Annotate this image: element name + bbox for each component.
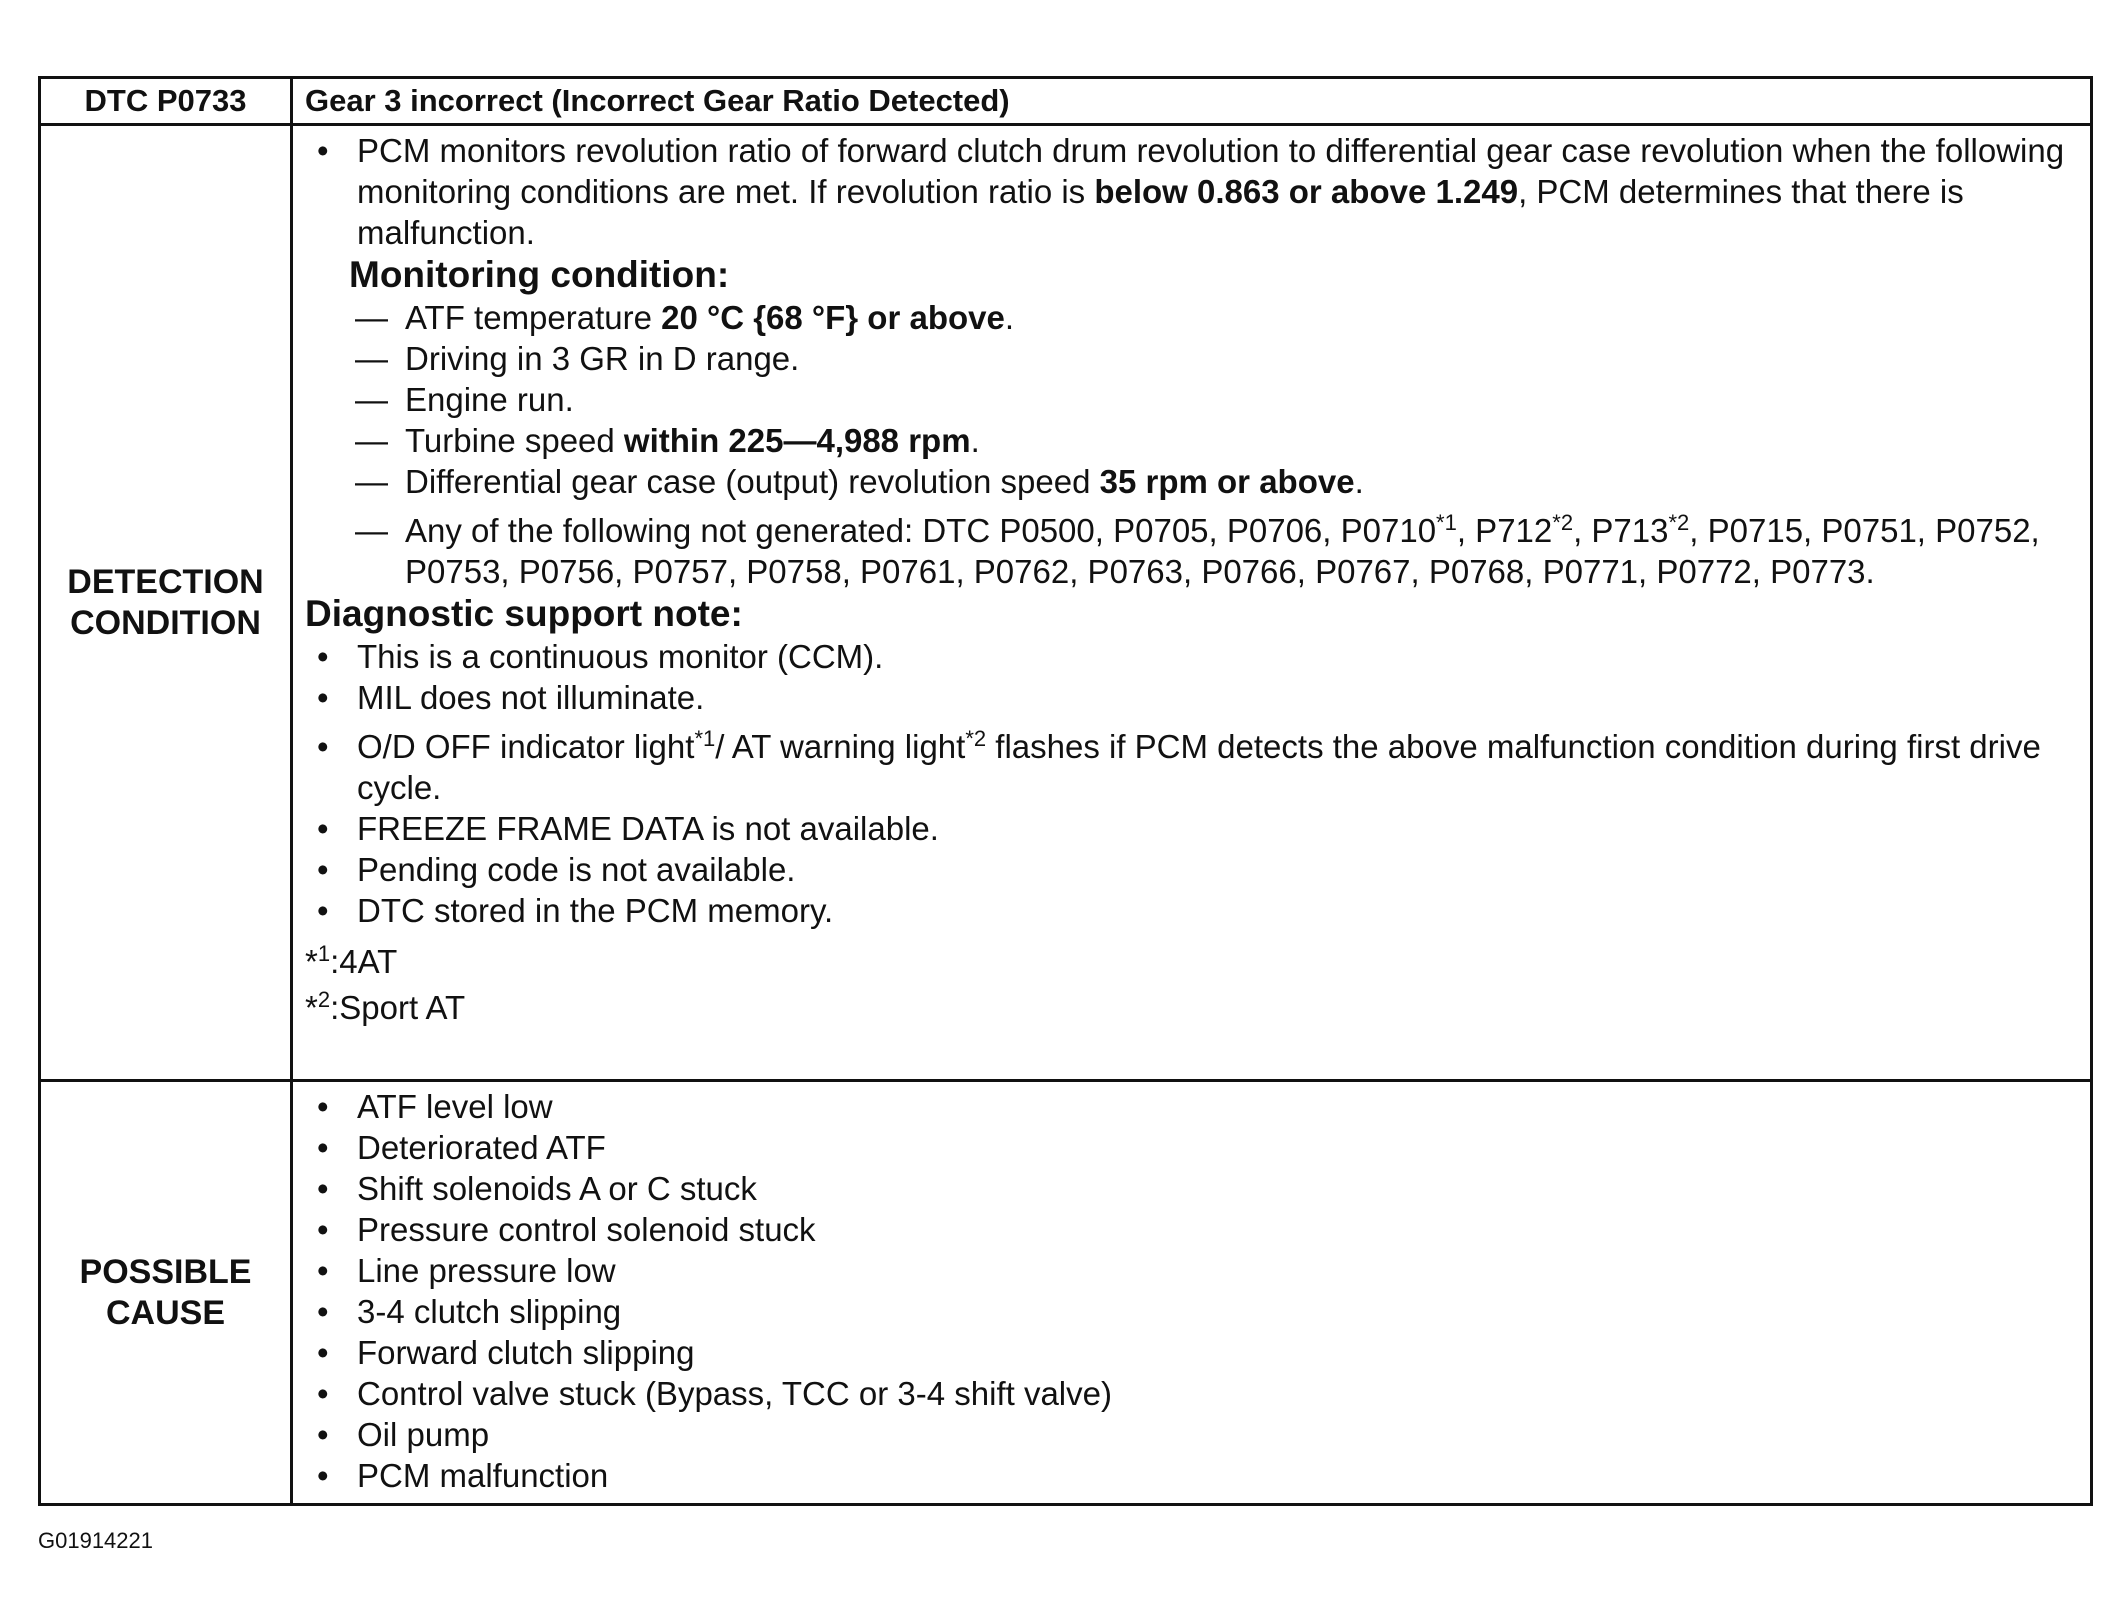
dtc-code: DTC P0733 bbox=[40, 78, 292, 125]
detection-label-line2: CONDITION bbox=[70, 603, 261, 642]
list-item: • 3-4 clutch slipping bbox=[305, 1291, 2076, 1332]
cond6-text-d: , P0715, P0751, P0752, P0753, P0756, P0757, P0758, P0761, P0762, P0763, P0766, P0767, P0768, P0771, P0772, P0773. bbox=[405, 512, 2040, 590]
cond6-sup2: *2 bbox=[1552, 510, 1574, 535]
dtc-title: Gear 3 incorrect (Incorrect Gear Ratio Detected) bbox=[292, 78, 2092, 125]
footnote-4at bbox=[305, 939, 2076, 985]
note-mil: • MIL does not illuminate. bbox=[305, 677, 2076, 718]
list-item: • Forward clutch slipping bbox=[305, 1332, 2076, 1373]
foot2-sup: 2 bbox=[317, 987, 331, 1012]
cond1-value: 20 °C {68 °F} or above bbox=[661, 299, 1005, 336]
detection-row bbox=[40, 125, 2092, 1081]
note-indicator bbox=[305, 726, 2076, 808]
diagnostic-note-list bbox=[305, 636, 2076, 931]
cond5-end: . bbox=[1354, 463, 1364, 500]
list-item: • Pressure control solenoid stuck bbox=[305, 1209, 2076, 1250]
list-item: • ATF level low bbox=[305, 1086, 2076, 1127]
cond4-value: within 225—4,988 rpm bbox=[623, 422, 971, 459]
condition-atf-temp bbox=[355, 297, 2076, 338]
intro-text-a: PCM monitors revolution ratio of forward clutch drum revolution to differential gear case revolution when the following monitoring conditions are met. If revolution ratio is bbox=[357, 132, 2065, 210]
possible-cause-label-line2: CAUSE bbox=[105, 1293, 226, 1332]
cond1-end: . bbox=[1004, 299, 1015, 336]
detection-label-line1: DETECTION bbox=[67, 562, 264, 601]
note-pending: • Pending code is not available. bbox=[305, 849, 2076, 890]
condition-output-speed bbox=[355, 461, 2076, 502]
condition-dtc-list bbox=[355, 510, 2076, 592]
foot2-star: * bbox=[305, 989, 318, 1026]
possible-cause-label bbox=[40, 1081, 292, 1505]
condition-turbine bbox=[355, 420, 2076, 461]
diagnostic-support-heading: Diagnostic support note: bbox=[305, 593, 743, 634]
monitoring-condition-list bbox=[305, 297, 2076, 592]
header-row bbox=[40, 78, 2092, 125]
possible-cause-content bbox=[292, 1081, 2092, 1505]
note3-sup1: *1 bbox=[694, 726, 716, 751]
cond5-text: Differential gear case (output) revolution speed bbox=[405, 463, 1100, 500]
detection-intro-list bbox=[305, 130, 2076, 253]
foot1-sup: 1 bbox=[317, 941, 331, 966]
possible-cause-list bbox=[305, 1086, 2076, 1496]
footnote-sport-at bbox=[305, 985, 2076, 1031]
list-item: • Shift solenoids A or C stuck bbox=[305, 1168, 2076, 1209]
monitoring-condition-heading: Monitoring condition: bbox=[349, 254, 730, 295]
detection-content bbox=[292, 125, 2092, 1081]
intro-text-b: , PCM determines that there is malfunction. bbox=[357, 173, 1964, 251]
intro-ratio-threshold: below 0.863 or above 1.249 bbox=[1094, 173, 1519, 210]
possible-cause-row bbox=[40, 1081, 2092, 1505]
condition-engine: — Engine run. bbox=[355, 379, 2076, 420]
note-ccm: • This is a continuous monitor (CCM). bbox=[305, 636, 2076, 677]
cond4-text: Turbine speed bbox=[405, 422, 624, 459]
foot1-text: :4AT bbox=[330, 943, 398, 980]
figure-id: G01914221 bbox=[38, 1528, 153, 1553]
detection-label bbox=[40, 125, 292, 1081]
note3-text-a: O/D OFF indicator light bbox=[357, 728, 695, 765]
foot2-text: :Sport AT bbox=[330, 989, 466, 1026]
cond6-text-b: , P712 bbox=[1456, 512, 1553, 549]
cond4-end: . bbox=[970, 422, 980, 459]
cond6-text-a: Any of the following not generated: DTC P0500, P0705, P0706, P0710 bbox=[405, 512, 1437, 549]
cond1-text: ATF temperature bbox=[405, 299, 662, 336]
possible-cause-label-line1: POSSIBLE bbox=[79, 1252, 252, 1291]
note-dtc-stored: • DTC stored in the PCM memory. bbox=[305, 890, 2076, 931]
note3-text-b: / AT warning light bbox=[715, 728, 966, 765]
note-freeze-frame: • FREEZE FRAME DATA is not available. bbox=[305, 808, 2076, 849]
list-item: • Oil pump bbox=[305, 1414, 2076, 1455]
dtc-table bbox=[38, 76, 2093, 1506]
cond6-sup3: *2 bbox=[1668, 510, 1690, 535]
list-item: • Line pressure low bbox=[305, 1250, 2076, 1291]
list-item: • PCM malfunction bbox=[305, 1455, 2076, 1496]
list-item: • Deteriorated ATF bbox=[305, 1127, 2076, 1168]
detection-intro bbox=[305, 130, 2076, 253]
cond6-text-c: , P713 bbox=[1573, 512, 1669, 549]
condition-driving: — Driving in 3 GR in D range. bbox=[355, 338, 2076, 379]
note3-text-c: flashes if PCM detects the above malfunction condition during first drive cycle. bbox=[357, 728, 2041, 806]
list-item: • Control valve stuck (Bypass, TCC or 3-4 shift valve) bbox=[305, 1373, 2076, 1414]
note3-sup2: *2 bbox=[965, 726, 987, 751]
cond6-sup1: *1 bbox=[1436, 510, 1457, 535]
foot1-star: * bbox=[305, 943, 318, 980]
cond5-value: 35 rpm or above bbox=[1099, 463, 1355, 500]
